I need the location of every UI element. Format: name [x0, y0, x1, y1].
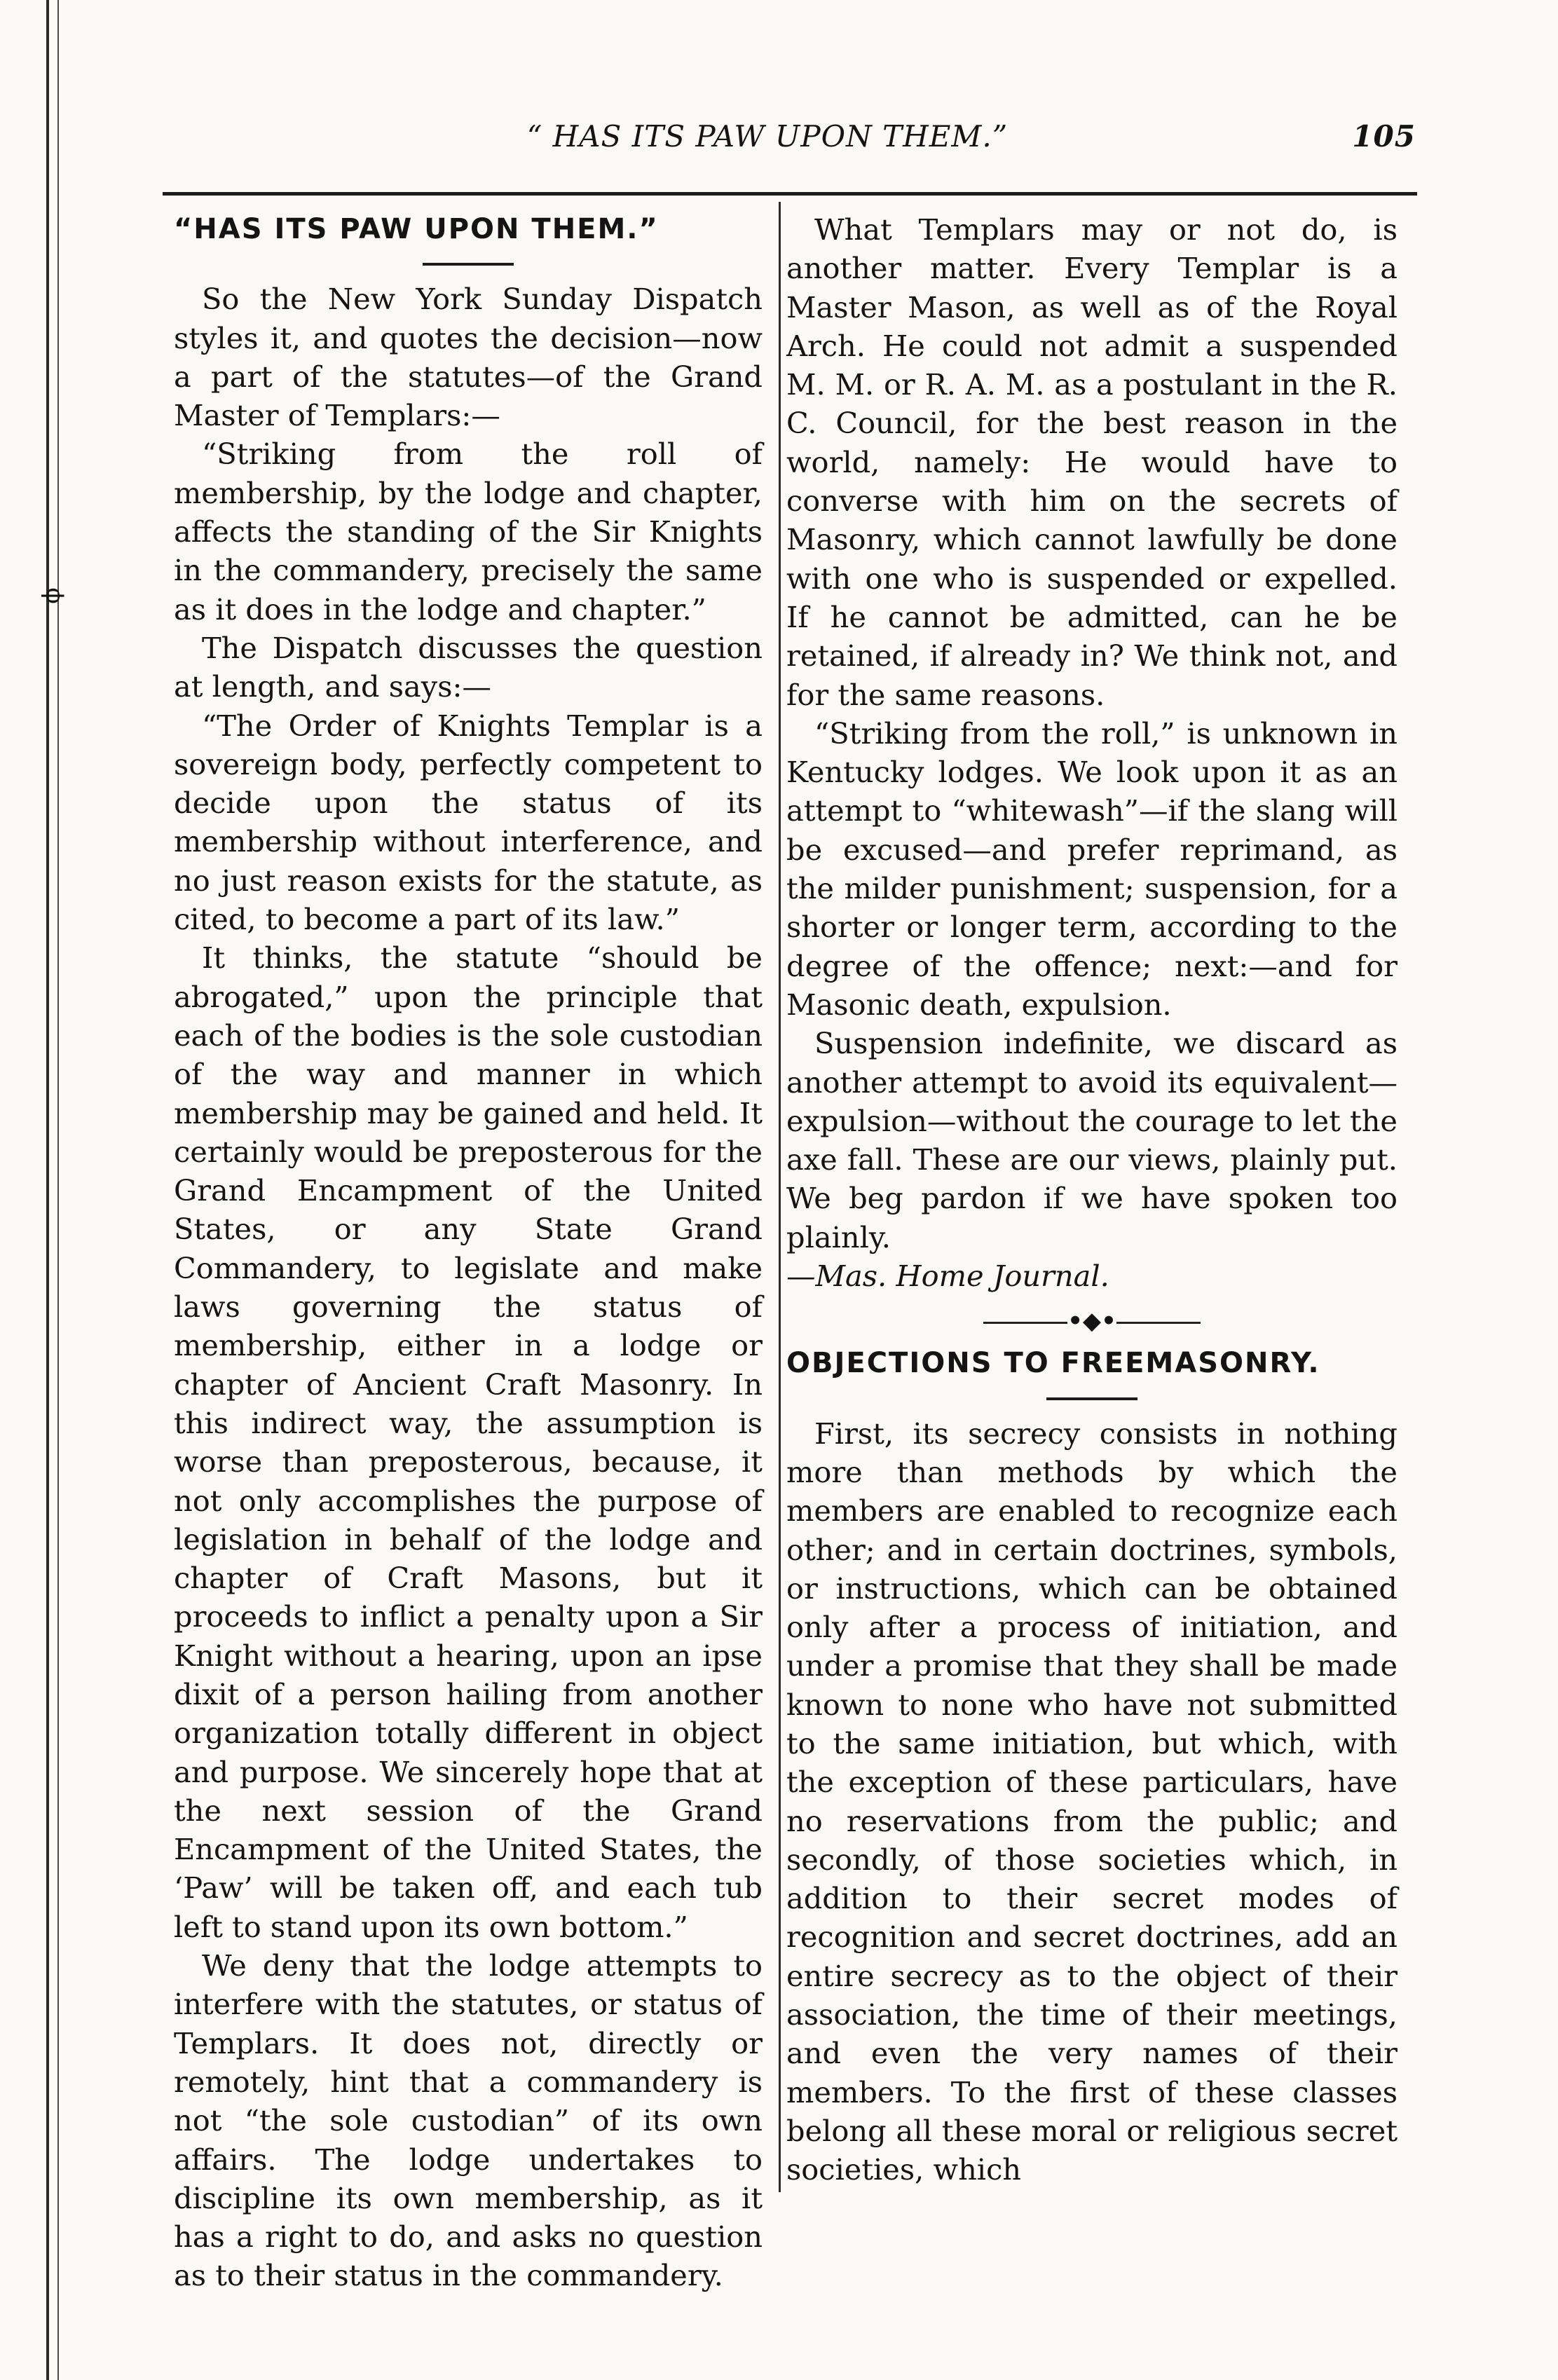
margin-rule [46, 0, 49, 2380]
left-column [174, 210, 763, 2295]
margin-mark: ϕ [37, 587, 66, 604]
paragraph: We deny that the lodge attempts to interfere with the statutes, or status of Templars. It does not, directly or remotely, hint that a commandery is not “the sole custodian” of its own affairs. The lodge undertakes to discipline its own membership, as it has a right to do, and asks no question as to their status in the commandery. [174, 1948, 763, 2293]
header-rule [163, 192, 1417, 196]
paragraph: The Dispatch discusses the question at length, and says:— [174, 630, 763, 704]
right-column [786, 210, 1398, 2189]
running-head-title: “ HAS ITS PAW UPON THEM.” [526, 119, 1009, 153]
paragraph: It thinks, the statute “should be abrogated,” upon the principle that each of the bodies is the sole custodian of the way and manner in which membership may be gained and held. It certainly would be preposterous for the Grand Encampment of the United States, or any State Grand Commandery, to legislate and make laws governing the status of membership, either in a lodge or chapter of Ancient Craft Masonry. In this indirect way, the assumption is worse than preposterous, because, it not only accomplishes the purpose of legislation in behalf of the lodge and chapter of Craft Masons, but it proceeds to inflict a penalty upon a Sir Knight without a hearing, upon an ipse dixit of a person hailing from another organization totally different in object and purpose. We sincerely hope that at the next session of the Grand Encampment of the United States, the ‘Paw’ will be taken off, and each tub left to stand upon its own bottom.” [174, 941, 763, 1944]
page-number: 105 [1352, 119, 1416, 153]
paragraph: “Striking from the roll of membership, by the lodge and chapter, affects the standing of the Sir Knights in the commandery, precisely the same as it does in the lodge and chapter.” [174, 437, 763, 627]
heading-rule [423, 263, 514, 266]
section-ornament [786, 1304, 1398, 1339]
margin-rule-thin [57, 0, 59, 2380]
paragraph: First, its secrecy consists in nothing more than methods by which the members are enabled to recognize each other; and in certain doctrines, symbols, or instructions, which can be obtained only after a process of initiation, and under a promise that they shall be made known to none who have not submitted to the same initiation, but which, with the exception of these particulars, have no reservations from the public; and secondly, of those societies which, in addition to their secret modes of recognition and secret doctrines, add an entire secrecy as to the object of their association, the time of their meetings, and even the very names of their members. To the first of these classes belong all these moral or religious secret societies, which [786, 1416, 1398, 2187]
paragraph: What Templars may or not do, is another matter. Every Templar is a Master Mason, as well as of the Royal Arch. He could not admit a suspended M. M. or R. A. M. as a postulant in the R. C. Council, for the best reason in the world, namely: He would have to converse with him on the secrets of Masonry, which cannot lawfully be done with one who is suspended or expelled. If he cannot be admitted, can he be retained, if already in? We think not, and for the same reasons. [786, 212, 1398, 712]
heading-rule [1046, 1397, 1137, 1400]
column-divider [779, 202, 781, 2192]
ornament-glyph: •◆• [1067, 1307, 1116, 1336]
paragraph: “The Order of Knights Templar is a sovereign body, perfectly competent to decide upon the status of its membership without interference, and no just reason exists for the statute, as cited, to become a part of its law.” [174, 708, 763, 937]
running-head [119, 119, 1416, 175]
paragraph: Suspension indefinite, we discard as another attempt to avoid its equivalent—expulsion—without the courage to let the axe fall. These are our views, plainly put. We beg pardon if we have spoken too plainly. [786, 1026, 1398, 1254]
source-credit-text: —Mas. Home Journal. [786, 1259, 1109, 1294]
source-credit [786, 1257, 1398, 1295]
paragraph: “Striking from the roll,” is unknown in Kentucky lodges. We look upon it as an attempt to “whitewash”—if the slang will be excused—and prefer reprimand, as the milder punishment; suspension, for a shorter or longer term, according to the degree of the offence; next:—and for Masonic death, expulsion. [786, 716, 1398, 1022]
paragraph: So the New York Sunday Dispatch styles it, and quotes the decision—now a part of the statutes—of the Grand Master of Templars:— [174, 282, 763, 433]
section-heading: OBJECTIONS TO FREEMASONRY. [786, 1347, 1320, 1380]
article-heading: “HAS ITS PAW UPON THEM.” [174, 213, 659, 245]
